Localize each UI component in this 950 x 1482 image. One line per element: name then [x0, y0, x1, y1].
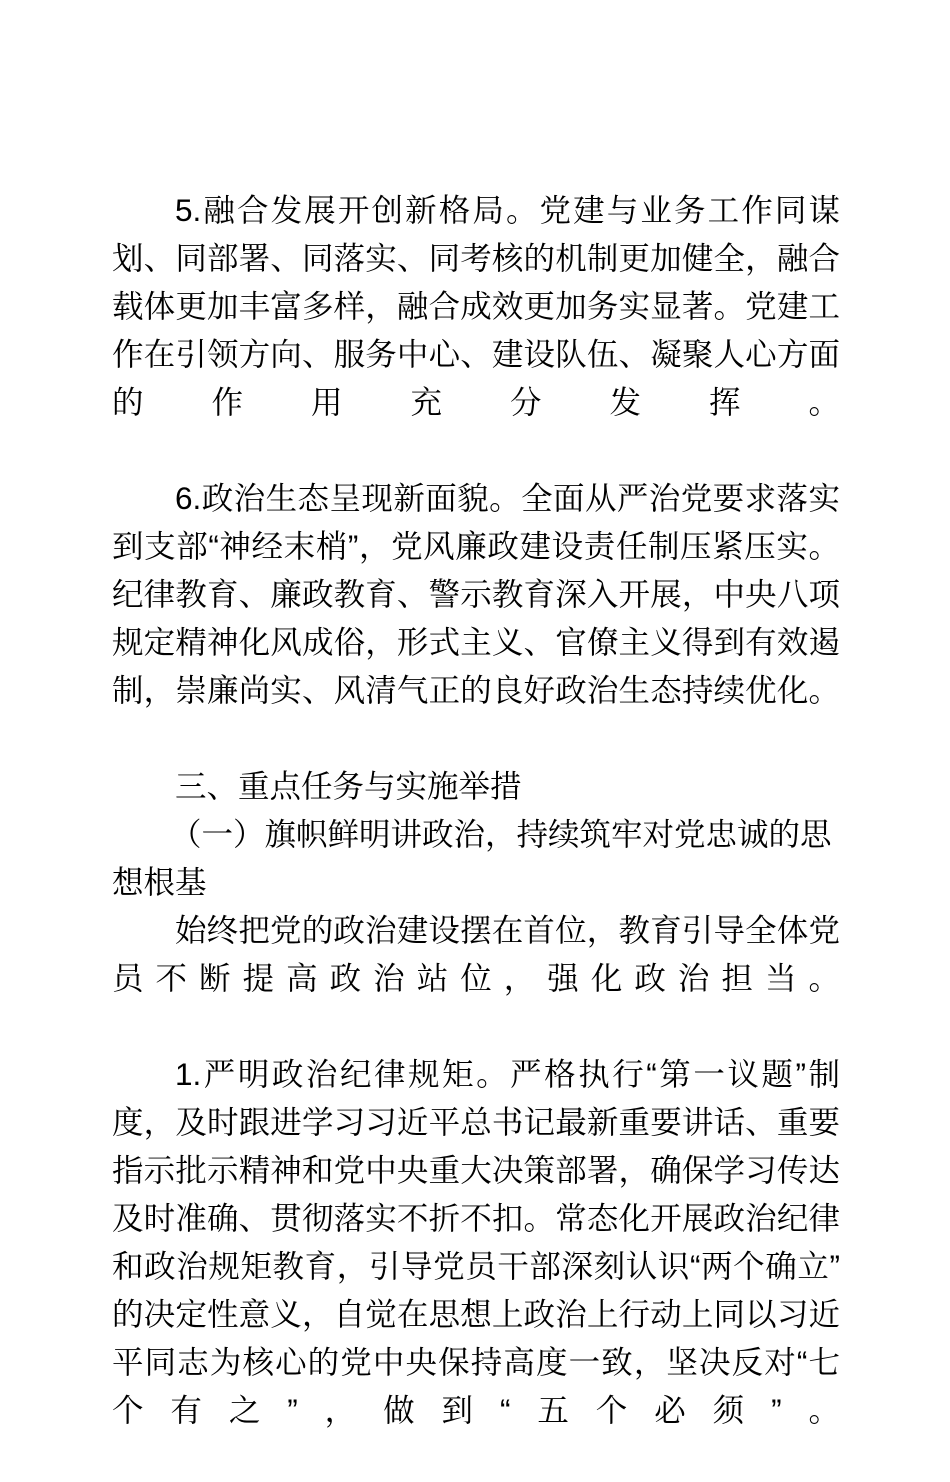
subsection-heading-one: （一）旗帜鲜明讲政治，持续筑牢对党忠诚的思想根基 — [112, 816, 832, 900]
paragraph-item-6: 6.政治生态呈现新面貌。全面从严治党要求落实到支部“神经末梢”，党风廉政建设责任制压紧压实。纪律教育、廉政教育、警示教育深入开展，中央八项规定精神化风成俗，形式主义、官僚主义得到有效遏制，崇廉尚实、风清气正的良好政治生态持续优化。 — [112, 480, 840, 708]
paragraph-subsection-one-intro: 始终把党的政治建设摆在首位，教育引导全体党员不断提高政治站位，强化政治担当。 — [112, 912, 840, 996]
paragraph-item-5: 5.融合发展开创新格局。党建与业务工作同谋划、同部署、同落实、同考核的机制更加健全，融合载体更加丰富多样，融合成效更加务实显著。党建工作在引领方向、服务中心、建设队伍、凝聚人心方面的作用充分发挥。 — [112, 192, 840, 420]
paragraph-item-1: 1.严明政治纪律规矩。严格执行“第一议题”制度，及时跟进学习习近平总书记最新重要讲话、重要指示批示精神和党中央重大决策部署，确保学习传达及时准确、贯彻落实不折不扣。常态化开展政治纪律和政治规矩教育，引导党员干部深刻认识“两个确立”的决定性意义，自觉在思想上政治上行动上同以习近平同志为核心的党中央保持高度一致，坚决反对“七个有之”，做到“五个必须”。 — [112, 1056, 840, 1428]
document-body — [112, 186, 840, 1482]
section-heading-three: 三、重点任务与实施举措 — [175, 768, 522, 804]
